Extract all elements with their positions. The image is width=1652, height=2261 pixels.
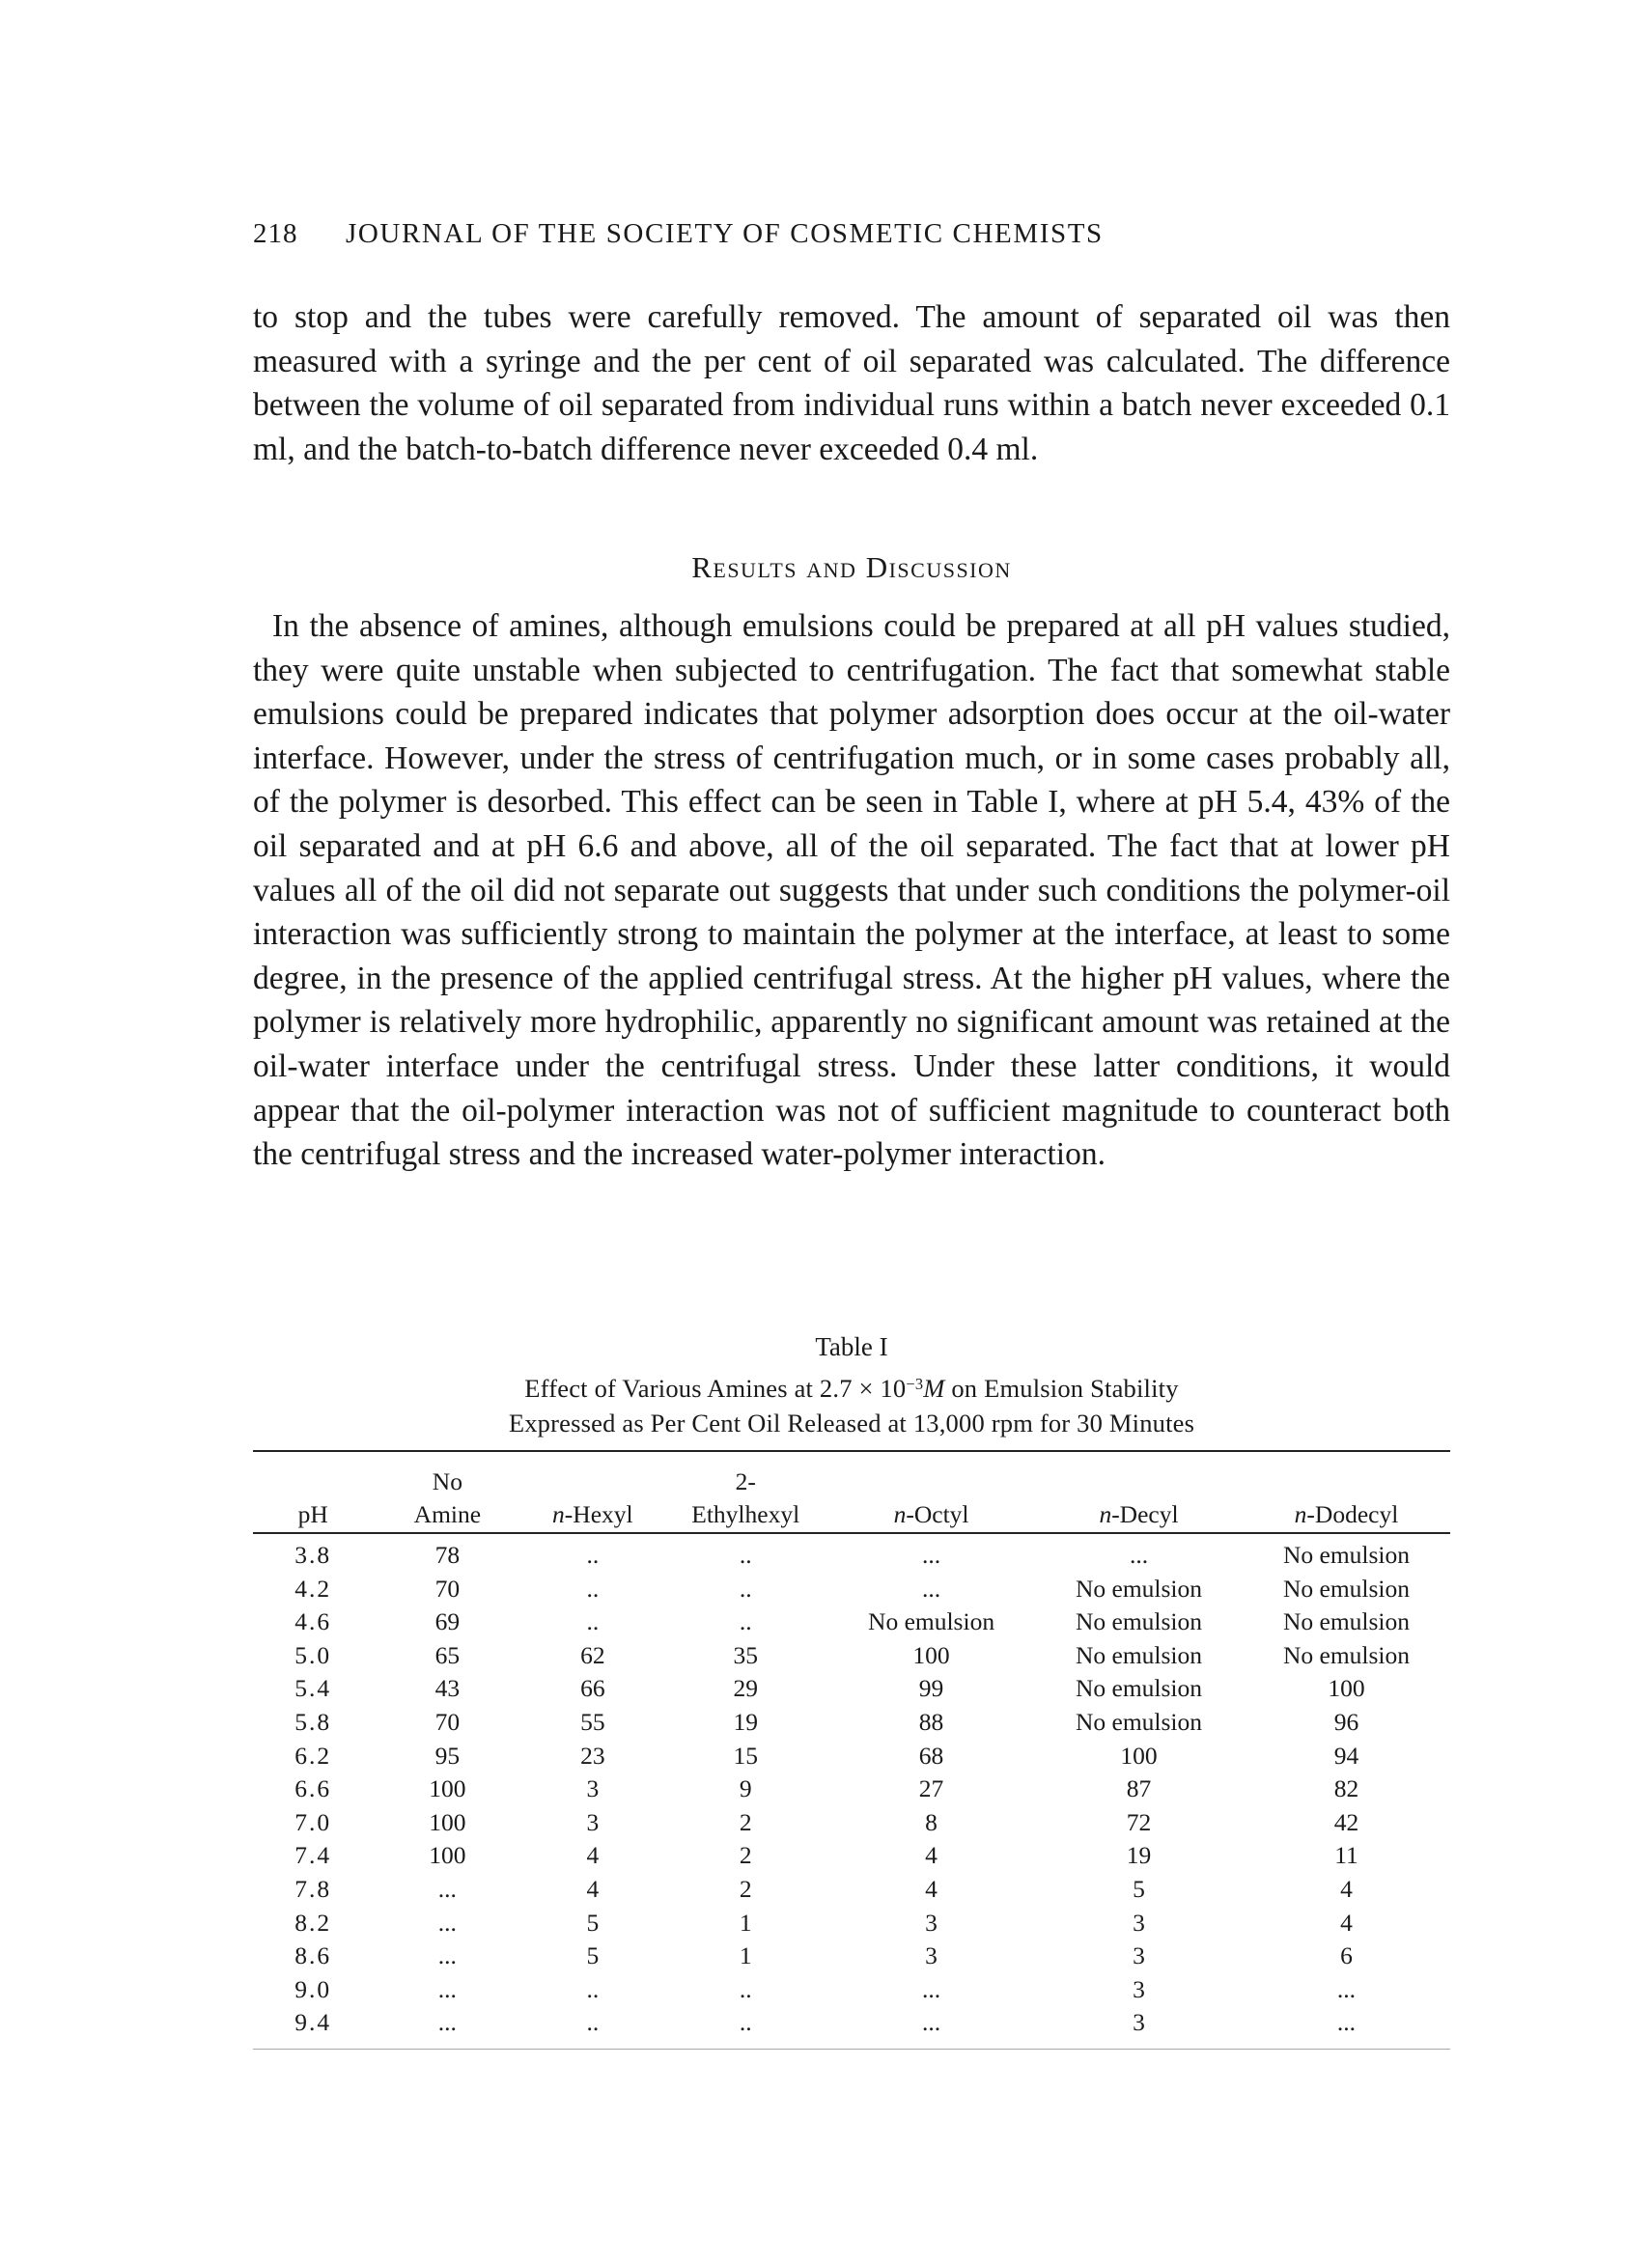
value-cell: 100 [429, 1807, 466, 1836]
value-cell: ... [437, 1908, 457, 1937]
value-cell: ... [921, 1541, 941, 1569]
ph-cell: 9.0 [294, 1974, 332, 2003]
header-prefix: n [1099, 1500, 1112, 1528]
table-row [253, 1806, 1450, 1840]
page-number: 218 [253, 218, 298, 249]
value-cell: 5 [586, 1908, 600, 1937]
table-row [253, 1973, 1450, 2007]
value-cell: .. [739, 1974, 752, 2003]
value-cell: ... [921, 1974, 941, 2003]
value-cell: 88 [918, 1707, 944, 1736]
value-cell: 4 [925, 1841, 938, 1870]
column-header-line1 [1243, 1465, 1450, 1498]
value-cell: No emulsion [1282, 1574, 1411, 1603]
table-row [253, 1773, 1450, 1806]
table-row [253, 1672, 1450, 1706]
table-row [253, 2006, 1450, 2040]
column-header-line2 [1035, 1498, 1243, 1531]
column-header-line1 [521, 1465, 663, 1498]
value-cell: ... [437, 1874, 457, 1903]
value-cell: ... [1336, 1974, 1357, 2003]
value-cell: 6 [1340, 1941, 1353, 1970]
column-header-line1 [253, 1465, 373, 1498]
value-cell: 23 [580, 1741, 605, 1770]
value-cell: No emulsion [1075, 1640, 1203, 1669]
value-cell: 78 [434, 1541, 461, 1569]
value-cell: 94 [1333, 1741, 1359, 1770]
value-cell: 3 [1133, 1974, 1145, 2003]
value-cell: ... [921, 1574, 941, 1603]
caption-exponent: −3 [906, 1375, 924, 1393]
value-cell: 4 [1340, 1908, 1353, 1937]
ph-cell: 4.6 [294, 1607, 332, 1636]
header-label: -Octyl [906, 1500, 969, 1528]
column-header-line1: No [432, 1467, 462, 1495]
table-row [253, 1531, 1450, 1573]
value-cell: 66 [580, 1674, 605, 1703]
value-cell: 70 [434, 1707, 461, 1736]
value-cell: 99 [918, 1674, 944, 1703]
value-cell: 5 [1133, 1874, 1145, 1903]
paragraph-methods-end: to stop and the tubes were carefully removed. The amount of separated oil was then measured with a syringe and the per cent of oil separated was calculated. The difference between the volume of oil separated from individual runs within a batch never exceeded 0.1 ml, and the batch-to-batch difference never exceeded 0.4 ml. [253, 299, 1450, 467]
table-top-rule [253, 1450, 1450, 1452]
table-header-row [253, 1458, 1450, 1531]
value-cell: 42 [1333, 1807, 1359, 1836]
value-cell: No emulsion [1282, 1607, 1411, 1636]
paragraph-results: In the absence of amines, although emulsions could be prepared at all pH values studied, they were quite unstable when subjected to centrifugation. The fact that somewhat stable emulsions could be prepared indicates that polymer adsorption does occur at the oil-water interface. However, under the stress of centrifugation much, or in some cases probably all, of the polymer is desorbed. This effect can be seen in Table I, where at pH 5.4, 43% of the oil separated and at pH 6.6 and above, all of the oil separated. The fact that at lower pH values all of the oil did not separate out suggests that under such conditions the polymer-oil interaction was sufficiently strong to maintain the polymer at the interface, at least to some degree, in the presence of the applied centrifugal stress. At the higher pH values, where the polymer is relatively more hydrophilic, apparently no significant amount was retained at the oil-water interface under the centrifugal stress. Under these latter conditions, it would appear that the oil-polymer interaction was not of sufficient magnitude to counteract both the centrifugal stress and the increased water-polymer interaction. [253, 608, 1450, 1173]
value-cell: 65 [434, 1640, 461, 1669]
data-table [253, 1458, 1450, 2040]
value-cell: No emulsion [868, 1607, 995, 1636]
value-cell: No emulsion [1282, 1541, 1411, 1569]
column-header [373, 1458, 521, 1531]
value-cell: 4 [586, 1874, 600, 1903]
table-row [253, 1740, 1450, 1773]
value-cell: No emulsion [1075, 1707, 1203, 1736]
table-bottom-rule [253, 2049, 1450, 2050]
table-caption-line1 [253, 1374, 1450, 1404]
value-cell: No emulsion [1282, 1640, 1411, 1669]
column-header-line2 [253, 1498, 373, 1531]
ph-cell: 5.8 [294, 1707, 332, 1736]
value-cell: .. [586, 1974, 600, 2003]
value-cell: 3 [1133, 1908, 1145, 1937]
value-cell: 1 [739, 1908, 752, 1937]
table-title: Table I [815, 1332, 888, 1361]
value-cell: 55 [580, 1707, 605, 1736]
header-label: Ethylhexyl [691, 1500, 800, 1528]
column-header [1035, 1458, 1243, 1531]
header-prefix: n [893, 1500, 907, 1528]
value-cell: 72 [1126, 1807, 1152, 1836]
header-label: -Hexyl [564, 1500, 633, 1528]
table-row [253, 1605, 1450, 1639]
running-header [253, 218, 1450, 250]
ph-cell: 7.4 [294, 1841, 332, 1870]
column-header [663, 1458, 827, 1531]
column-header [253, 1458, 373, 1531]
value-cell: 2 [739, 1874, 752, 1903]
caption-unit: M [923, 1374, 945, 1403]
value-cell: 43 [434, 1674, 461, 1703]
column-header [827, 1458, 1035, 1531]
value-cell: ... [1129, 1541, 1149, 1569]
value-cell: 15 [733, 1741, 758, 1770]
value-cell: 95 [434, 1741, 461, 1770]
value-cell: 19 [733, 1707, 758, 1736]
value-cell: .. [739, 1574, 752, 1603]
ph-cell: 3.8 [294, 1541, 332, 1569]
value-cell: 2 [739, 1841, 752, 1870]
column-header-line1 [1035, 1465, 1243, 1498]
value-cell: 35 [733, 1640, 758, 1669]
value-cell: .. [739, 2008, 752, 2037]
ph-cell: 9.4 [294, 2008, 332, 2037]
column-header [521, 1458, 663, 1531]
value-cell: 100 [1120, 1741, 1158, 1770]
value-cell: .. [586, 1607, 600, 1636]
value-cell: ... [437, 2008, 457, 2037]
value-cell: 29 [733, 1674, 758, 1703]
value-cell: 4 [1340, 1874, 1353, 1903]
header-prefix: n [1294, 1500, 1307, 1528]
value-cell: 96 [1333, 1707, 1359, 1736]
table-row [253, 1639, 1450, 1673]
value-cell: 19 [1126, 1841, 1152, 1870]
value-cell: ... [437, 1974, 457, 2003]
column-header-line1: 2- [735, 1467, 756, 1495]
value-cell: .. [586, 2008, 600, 2037]
value-cell: 3 [1133, 2008, 1145, 2037]
column-header-line2 [521, 1498, 663, 1531]
table-caption-line2: Expressed as Per Cent Oil Released at 13,000 rpm for 30 Minutes [508, 1409, 1195, 1438]
value-cell: 82 [1333, 1774, 1359, 1803]
table-row [253, 1907, 1450, 1940]
value-cell: 3 [586, 1807, 600, 1836]
value-cell: 3 [925, 1941, 938, 1970]
value-cell: 27 [918, 1774, 944, 1803]
column-header-line1 [827, 1465, 1035, 1498]
value-cell: ... [1336, 2008, 1357, 2037]
column-header-line2 [827, 1498, 1035, 1531]
section-heading: Results and Discussion [691, 550, 1012, 584]
value-cell: 69 [434, 1607, 461, 1636]
value-cell: 1 [739, 1941, 752, 1970]
value-cell: .. [586, 1541, 600, 1569]
value-cell: 68 [918, 1741, 944, 1770]
value-cell: .. [586, 1574, 600, 1603]
header-label: -Dodecyl [1306, 1500, 1399, 1528]
value-cell: 100 [1328, 1674, 1365, 1703]
ph-cell: 5.0 [294, 1640, 332, 1669]
ph-cell: 6.2 [294, 1741, 332, 1770]
caption-prefix: Effect of Various Amines at 2.7 × 10 [524, 1374, 907, 1403]
header-prefix: n [552, 1500, 565, 1528]
value-cell: ... [437, 1941, 457, 1970]
value-cell: 100 [429, 1774, 466, 1803]
value-cell: 70 [434, 1574, 461, 1603]
ph-cell: 6.6 [294, 1774, 332, 1803]
table-row [253, 1706, 1450, 1740]
column-header-line2 [1243, 1498, 1450, 1531]
value-cell: 3 [925, 1908, 938, 1937]
ph-cell: 8.6 [294, 1941, 332, 1970]
ph-cell: 7.8 [294, 1874, 332, 1903]
value-cell: 9 [739, 1774, 752, 1803]
table-row [253, 1839, 1450, 1873]
caption-suffix: on Emulsion Stability [944, 1374, 1179, 1403]
header-label: -Decyl [1111, 1500, 1179, 1528]
value-cell: 3 [586, 1774, 600, 1803]
value-cell: No emulsion [1075, 1674, 1203, 1703]
value-cell: ... [921, 2008, 941, 2037]
value-cell: 3 [1133, 1941, 1145, 1970]
value-cell: 4 [925, 1874, 938, 1903]
value-cell: No emulsion [1075, 1574, 1203, 1603]
value-cell: 8 [925, 1807, 938, 1836]
value-cell: .. [739, 1541, 752, 1569]
value-cell: 11 [1334, 1841, 1358, 1870]
value-cell: 100 [429, 1841, 466, 1870]
value-cell: .. [739, 1607, 752, 1636]
ph-cell: 5.4 [294, 1674, 332, 1703]
value-cell: 87 [1126, 1774, 1152, 1803]
value-cell: 2 [739, 1807, 752, 1836]
ph-cell: 7.0 [294, 1807, 332, 1836]
value-cell: No emulsion [1075, 1607, 1203, 1636]
journal-title: JOURNAL OF THE SOCIETY OF COSMETIC CHEMISTS [346, 218, 1104, 249]
table-row [253, 1940, 1450, 1973]
value-cell: 4 [586, 1841, 600, 1870]
ph-cell: 8.2 [294, 1908, 332, 1937]
value-cell: 5 [586, 1941, 600, 1970]
value-cell: 100 [912, 1640, 950, 1669]
ph-cell: 4.2 [294, 1574, 332, 1603]
table-row [253, 1573, 1450, 1606]
value-cell: 62 [580, 1640, 605, 1669]
column-header-line2 [663, 1498, 827, 1531]
table-row [253, 1873, 1450, 1907]
header-label: Amine [413, 1500, 482, 1528]
header-label: pH [297, 1500, 328, 1528]
column-header [1243, 1458, 1450, 1531]
column-header-line2 [373, 1498, 521, 1531]
